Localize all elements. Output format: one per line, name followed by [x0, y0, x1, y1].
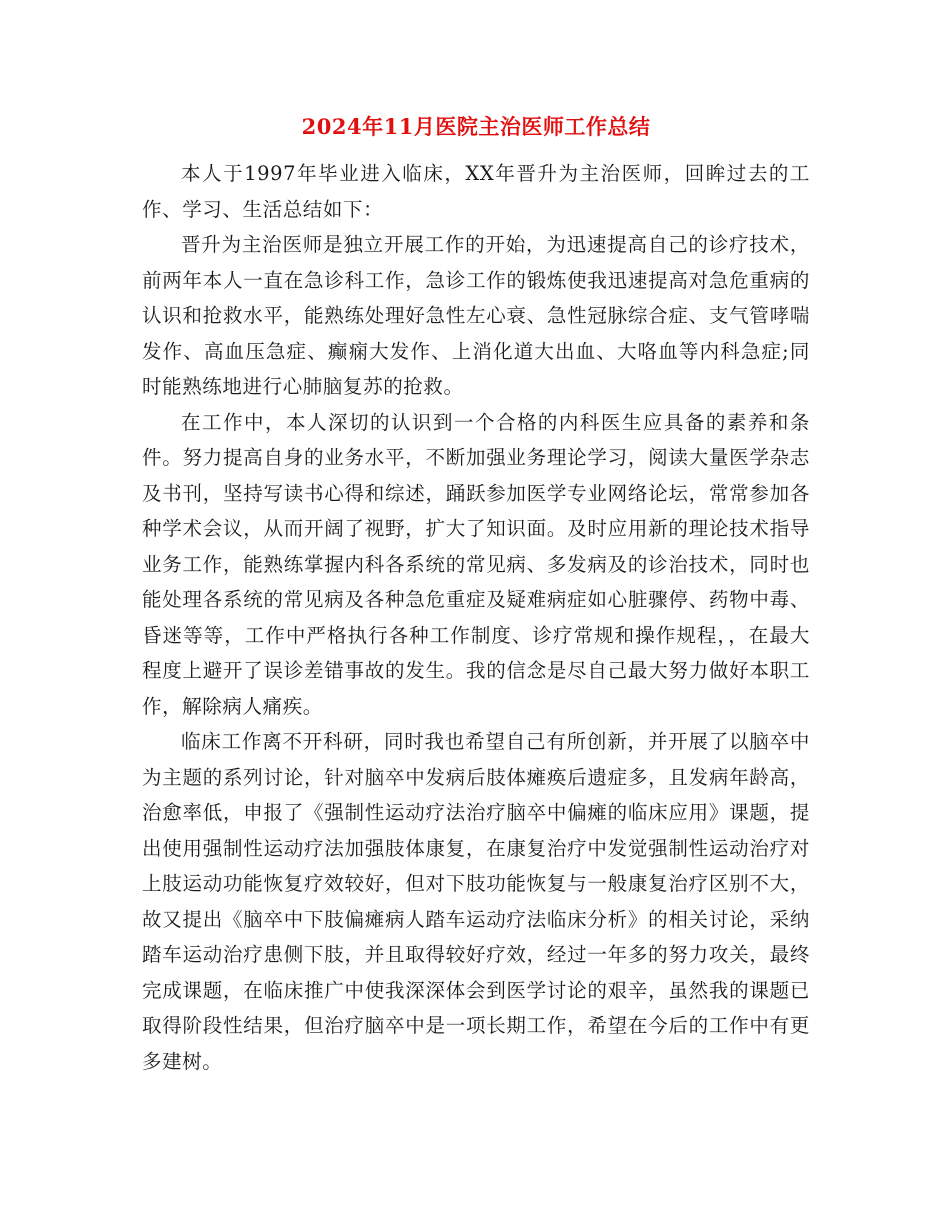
document-page: [142, 110, 810, 1079]
paragraph-research: 临床工作离不开科研，同时我也希望自己有所创新，并开展了以脑卒中为主题的系列讨论，针对脑卒中发病后肢体瘫痪后遗症多，且发病年龄高，治愈率低，申报了《强制性运动疗法治疗脑卒中偏瘫的临床应用》课题，提出使用强制性运动疗法加强肢体康复，在康复治疗中发觉强制性运动治疗对上肢运动功能恢复疗效较好，但对下肢功能恢复与一般康复治疗区别不大，故又提出《脑卒中下肢偏瘫病人踏车运动疗法临床分析》的相关讨论，采纳踏车运动治疗患侧下肢，并且取得较好疗效，经过一年多的努力攻关，最终完成课题，在临床推广中使我深深体会到医学讨论的艰辛，虽然我的课题已取得阶段性结果，但治疗脑卒中是一项长期工作，希望在今后的工作中有更多建树。: [142, 730, 810, 1073]
paragraph-intro: 本人于1997年毕业进入临床，XX年晋升为主治医师，回眸过去的工作、学习、生活总结如下：: [142, 162, 810, 221]
document-title: 2024年11月医院主治医师工作总结: [301, 114, 651, 139]
paragraph-professional-study: 在工作中，本人深切的认识到一个合格的内科医生应具备的素养和条件。努力提高自身的业务水平，不断加强业务理论学习，阅读大量医学杂志及书刊，坚持写读书心得和综述，踊跃参加医学专业网络论坛，常常参加各种学术会议，从而开阔了视野，扩大了知识面。及时应用新的理论技术指导业务工作，能熟练掌握内科各系统的常见病、多发病及的诊治技术，同时也能处理各系统的常见病及各种急危重症及疑难病症如心脏骤停、药物中毒、昏迷等等，工作中严格执行各种工作制度、诊疗常规和操作规程，，在最大程度上避开了误诊差错事故的发生。我的信念是尽自己最大努力做好本职工作，解除病人痛疾。: [142, 410, 810, 718]
paragraph-emergency-work: 晋升为主治医师是独立开展工作的开始，为迅速提高自己的诊疗技术，前两年本人一直在急诊科工作，急诊工作的锻炼使我迅速提高对急危重病的认识和抢救水平，能熟练处理好急性左心衰、急性冠脉综合症、支气管哮喘发作、高血压急症、癫痫大发作、上消化道大出血、大咯血等内科急症;同时能熟练地进行心肺脑复苏的抢救。: [142, 233, 810, 398]
